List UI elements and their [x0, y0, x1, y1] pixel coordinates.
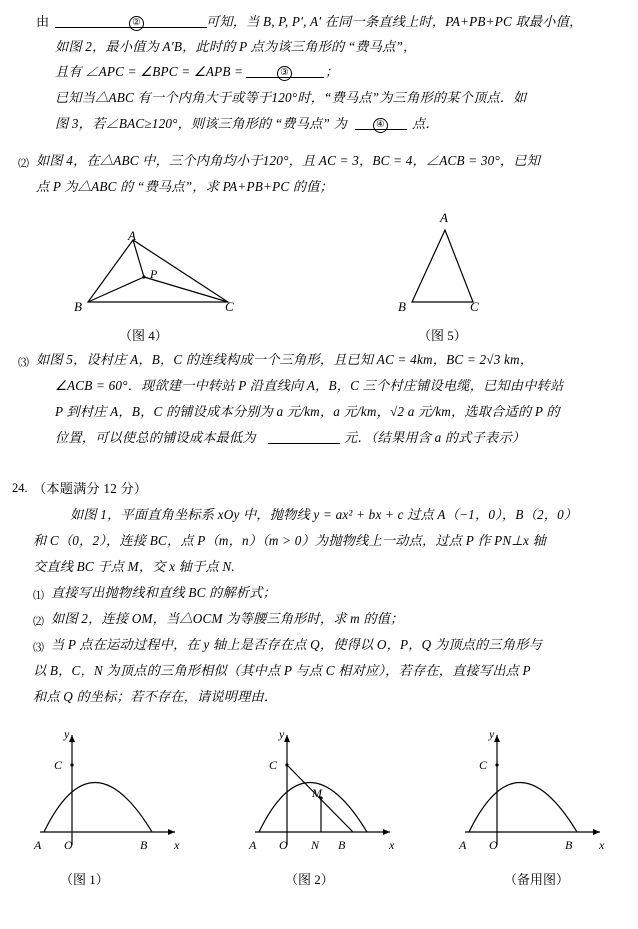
figure-5-label-C: C	[470, 299, 479, 314]
text-line-18: 以 B，C，N 为顶点的三角形相似（其中点 P 与点 C 相对应），若存在，直接写出点 P	[33, 663, 531, 678]
text-line-11-tail: 元．（结果用含 a 的式子表示）	[344, 430, 526, 445]
text-line-2: 如图 2，最小值为 A′B，此时的 P 点为该三角形的 “费马点”，	[55, 39, 417, 54]
item-marker-3: ⑶	[18, 357, 29, 369]
graph-3-label-B: B	[565, 838, 573, 852]
text-line-12: 如图 1，平面直角坐标系 xOy 中，抛物线 y = ax² + bx + c 过点 A（−1，0），B（2，0）	[70, 507, 578, 522]
graph-2-label-N: N	[311, 838, 320, 852]
graph-2-label-B: B	[338, 838, 346, 852]
answer-blank-cost-wrap	[268, 430, 340, 445]
graph-1-label-O: O	[64, 838, 73, 852]
sub-marker-1: ⑴	[33, 590, 44, 602]
graph-3-label-x: x	[599, 838, 605, 852]
question-24-header: （本题满分 12 分）	[33, 481, 148, 496]
graph-1-caption: （图 1）	[60, 872, 109, 887]
question-24-number: 24.	[12, 481, 28, 495]
text-line-3-tail: ；	[325, 64, 339, 79]
figure-5-label-B: B	[398, 299, 407, 314]
graph-2-drawing	[245, 727, 405, 852]
text-line-1-rest: 可知，当 B, P, P′, A′ 在同一条直线上时，PA+PB+PC 取最小值，	[206, 14, 583, 29]
text-line-16: 如图 2，连接 OM，当△OCM 为等腰三角形时，求 m 的值；	[51, 611, 404, 626]
graph-2-label-O: O	[279, 838, 288, 852]
text-line-14: 交直线 BC 于点 M，交 x 轴于点 N.	[33, 559, 235, 574]
text-line-11: 位置，可以使总的铺设成本最低为	[55, 430, 256, 445]
figure-4-label-P: P	[150, 267, 158, 281]
figure-4-label-B: B	[74, 299, 83, 314]
text-line-15: 直接写出抛物线和直线 BC 的解析式；	[51, 585, 277, 600]
text-line-3: 且有 ∠APC = ∠BPC = ∠APB =	[55, 64, 244, 79]
figure-5-label-A: A	[440, 210, 449, 225]
text-line-5-tail: 点．	[412, 116, 439, 131]
line-1-lead: 由	[36, 14, 50, 29]
circled-marker-3: ③	[277, 64, 292, 81]
item-marker-2: ⑵	[18, 158, 29, 170]
text-line-6: 如图 4，在△ABC 中，三个内角均小于120°，且 AC = 3，BC = 4，∠ACB = 30°，已知	[36, 153, 541, 168]
graph-1-label-x: x	[174, 838, 180, 852]
graph-1-drawing	[30, 727, 190, 852]
text-line-7: 点 P 为△ABC 的 “费马点”，求 PA+PB+PC 的值；	[36, 179, 333, 194]
graph-2-label-x: x	[389, 838, 395, 852]
graph-3-label-A: A	[459, 838, 467, 852]
text-line-4: 已知当△ABC 有一个内角大于或等于120°时，“费马点”为三角形的某个顶点．如	[55, 90, 527, 105]
text-line-5: 图 3，若∠BAC≥120°，则该三角形的 “费马点” 为	[55, 116, 347, 131]
graph-2-label-y: y	[279, 727, 285, 741]
text-line-17: 当 P 点在运动过程中，在 y 轴上是否存在点 Q，使得以 O，P，Q 为顶点的三角形与	[51, 637, 542, 652]
graph-1-label-A: A	[34, 838, 42, 852]
text-line-8: 如图 5，设村庄 A，B，C 的连线构成一个三角形，且已知 AC = 4km，BC = 2√3 km，	[36, 352, 534, 367]
text-line-19: 和点 Q 的坐标；若不存在，请说明理由．	[33, 689, 278, 704]
graph-3-caption: （备用图）	[504, 872, 570, 887]
graph-1-label-y: y	[64, 727, 70, 741]
graph-3-label-O: O	[489, 838, 498, 852]
sub-marker-3: ⑶	[33, 642, 44, 654]
graph-3-label-C: C	[479, 758, 488, 772]
sub-marker-2: ⑵	[33, 616, 44, 628]
graph-3-drawing	[455, 727, 615, 852]
figure-4-caption: （图 4）	[119, 328, 168, 343]
figure-5-caption: （图 5）	[418, 328, 467, 343]
graph-1-label-B: B	[140, 838, 148, 852]
graph-2-label-A: A	[249, 838, 257, 852]
graph-2-caption: （图 2）	[285, 872, 334, 887]
graph-2-label-C: C	[269, 758, 278, 772]
graph-1-label-C: C	[54, 758, 63, 772]
text-line-10: P 到村庄 A，B，C 的铺设成本分别为 a 元/km，a 元/km，√2 a 元/km，选取合适的 P 的	[55, 404, 560, 419]
figure-4-drawing	[78, 222, 288, 322]
text-line-13: 和 C（0，2），连接 BC，点 P（m，n）（m > 0）为抛物线上一动点，过点 P 作 PN⊥x 轴	[33, 533, 546, 548]
circled-marker-2: ②	[36, 14, 144, 31]
text-line-9: ∠ACB = 60°．现欲建一中转站 P 沿直线向 A，B，C 三个村庄铺设电缆，已知由中转站	[55, 378, 564, 393]
circled-marker-4: ④	[373, 116, 388, 133]
figure-4-label-A: A	[128, 228, 137, 243]
figure-4-label-C: C	[225, 299, 234, 314]
graph-2-label-M: M	[312, 786, 323, 800]
answer-blank-cost[interactable]	[268, 430, 340, 444]
graph-3-label-y: y	[489, 727, 495, 741]
